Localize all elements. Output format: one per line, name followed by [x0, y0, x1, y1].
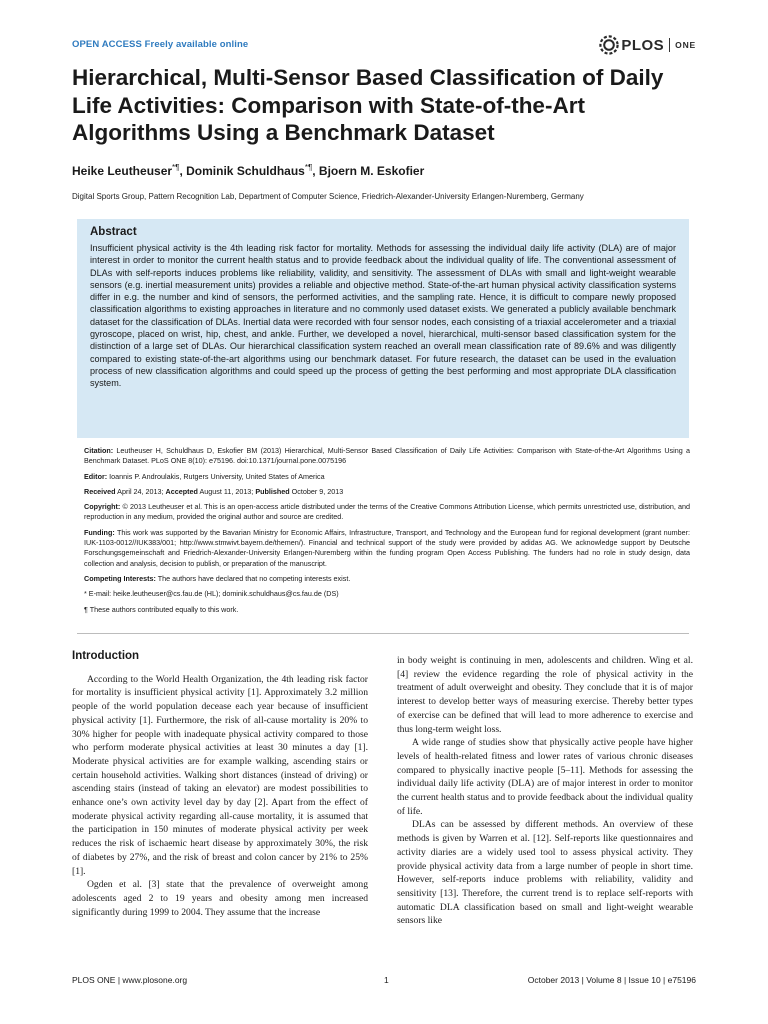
meta-label: Accepted [165, 486, 198, 496]
open-access-banner [72, 39, 248, 50]
logo-divider [669, 38, 670, 52]
one-wordmark: ONE [675, 40, 696, 50]
meta-text: Leutheuser H, Schuldhaus D, Eskofier BM (2013) Hierarchical, Multi-Sensor Based Classification of Daily Life Activities: Comparison with State-of-the-Art Algorithms Using a Benchmark Dataset. PLoS ONE 8(10): e75196. doi:10.1371/journal.pone.0075196 [84, 446, 690, 466]
abstract-text: Insufficient physical activity is the 4th leading risk factor for mortality. Methods for assessing the individual daily life activity (DLA) are of major interest in order to monitor the current health status and to provide feedback about the individual quality of life. The conventional assessment of DLAs with self-reports induces problems like reliability, validity, and sensitivity. The assessment of DLAs with small and light-weight wearable sensors (e.g. inertial measurement units) provides a reliable and objective method. State-of-the-art human physical activity classification systems differ in e.g. the number and kind of sensors, the performed activities, and the sampling rate. Hence, it is difficult to compare newly proposed classification algorithms to existing approaches in literature and no commonly used dataset exists. We generated a publicly available benchmark dataset for the classification of DLAs. Inertial data were recorded with four sensor nodes, each consisting of a triaxial accelerometer and a triaxial gyroscope, placed on wrist, hip, chest, and ankle. Further, we developed a novel, hierarchical, multi-sensor based classification system for the distinction of a large set of DLAs. Our hierarchical classification system reached an overall mean classification rate of 89.6% and was diligently compared to existing state-of-the-art algorithms using our benchmark dataset. For future research, the dataset can be used in the evaluation process of new classification algorithms and could speed up the process of getting the best performing and most appropriate DLA classification system. [90, 243, 676, 389]
body-paragraph: A wide range of studies show that physically active people have higher levels of health-related fitness and lower rates of various chronic diseases compared to physically inactive people [5–11]. Methods for assessing the individual daily life activity (DLA) are of major interest in order to monitor the current health status and to provide feedback about the individual quality of life. [397, 737, 693, 817]
author-name: Dominik Schuldhaus [186, 164, 305, 178]
meta-label: Competing Interests: [84, 573, 156, 583]
body-column-right [397, 654, 693, 928]
body-paragraph: in body weight is continuing in men, adolescents and children. Wing et al. [4] review the evidence regarding the role of physical activity in the treatment of adult overweight and obesity. They conclude that it is of major interest to develop better ways of measuring exercise. Thereby better types of exercise can be defined that will lead to more adherence to exercise and thus long-term weight loss. [397, 655, 693, 735]
funding-line [84, 528, 690, 569]
email-line [84, 589, 690, 599]
journal-header [72, 36, 696, 56]
meta-text: October 9, 2013 [289, 486, 344, 496]
meta-text: This work was supported by the Bavarian Ministry for Economic Affairs, Infrastructure, Transport, and Technology and the European fund for regional development (grant number: IUK-1103-0012//IUK383/001; http://www.stmwivt.bayern.de/themen/). Financial and technical support of the study were provided by adidas AG. We acknowledge support by Deutsche Forschungsgemeinschaft and Friedrich-Alexander-University Erlangen-Nuremberg within the funding program Open Access Publishing. The funders had no role in study design, data collection and analysis, decision to publish, or preparation of the manuscript. [84, 527, 690, 568]
body-column-left [72, 650, 368, 919]
abstract-heading: Abstract [90, 226, 137, 238]
meta-text: The authors have declared that no competing interests exist. [155, 573, 351, 583]
meta-label: Citation: [84, 446, 114, 455]
copyright-line [84, 502, 690, 523]
meta-text: Ioannis P. Androulakis, Rutgers University, United States of America [107, 471, 325, 481]
body-paragraph: Ogden et al. [3] state that the prevalence of overweight among adolescents aged 2 to 19 years and obesity among men increased significantly during 1999 to 2004. They assume that the increase [72, 879, 368, 918]
plos-one-logo [599, 34, 696, 56]
body-paragraph: DLAs can be assessed by different methods. An overview of these methods is given by Warren et al. [12]. Self-reports like questionnaires and activity diaries are a widely used tool to assess physical activity. They provide physical activity data from a large number of people in short time. However, self-reports induce problems with reliability, validity and sensitivity [13]. Therefore, the current trend is to replace self-reports with automatic DLA classification based on small and light-weight wearable sensors like [397, 819, 693, 927]
article-title: Hierarchical, Multi-Sensor Based Classification of Daily Life Activities: Comparison with State-of-the-Art Algorithms Using a Benchmark Dataset [72, 65, 664, 145]
page-number: 1 [384, 975, 389, 985]
meta-label: Editor: [84, 471, 108, 481]
affiliation: Digital Sports Group, Pattern Recognition Lab, Department of Computer Science, Friedrich-Alexander-University Erlangen-Nuremberg, Germany [72, 192, 584, 201]
abstract-box [77, 219, 689, 438]
meta-label: Funding: [84, 527, 115, 537]
meta-text: * E-mail: heike.leutheuser@cs.fau.de (HL); dominik.schuldhaus@cs.fau.de (DS) [84, 589, 339, 599]
competing-interests-line [84, 574, 690, 584]
meta-label: Received [84, 486, 116, 496]
footer-journal-url: PLOS ONE | www.plosone.org [72, 975, 188, 985]
equal-contribution-line [84, 605, 690, 615]
citation-line [84, 446, 690, 467]
meta-label: Copyright: [84, 502, 121, 512]
author-name: Heike Leutheuser [72, 164, 173, 178]
meta-text: © 2013 Leutheuser et al. This is an open-access article distributed under the terms of the Creative Commons Attribution License, which permits unrestricted use, distribution, and reproduction in any medium, provided the original author and source are credited. [84, 502, 690, 522]
author-name: Bjoern M. Eskofier [318, 164, 425, 178]
article-metadata [84, 446, 690, 620]
plos-logo-icon [599, 35, 619, 55]
editor-line [84, 472, 690, 482]
section-heading-introduction: Introduction [72, 650, 140, 662]
meta-text: April 24, 2013; [115, 486, 166, 496]
author-mark: *¶ [304, 163, 313, 172]
meta-text: ¶ These authors contributed equally to this work. [84, 604, 239, 614]
meta-label: Published [255, 486, 290, 496]
author-list [72, 163, 702, 178]
author-mark: *¶ [172, 163, 180, 172]
open-access-text: OPEN ACCESS Freely available online [72, 39, 249, 50]
metadata-divider [77, 633, 689, 634]
body-paragraph: According to the World Health Organization, the 4th leading risk factor for mortality is insufficient physical activity [1]. Approximately 3.2 million people of the world population decease each year because of insufficient physical activity [1]. Furthermore, the risk of all-cause mortality is 20% to 30% higher for people with inadequate physical activity compared to those who perform moderate physical activities at least 30 minutes a day [1]. Moderate physical activities are for example walking, ascending stairs or certain household activities. Walking short distances (instead of driving) or ascending stairs (instead of taking an elevator) are modest possibilities to enhance one’s own activity level day by day [2]. Apart from the effect of moderate physical activity regarding all-cause mortality, it is assumed that the participation in 150 minutes of moderate physical activity per week reduces the risk of ischaemic heart disease by approximately 30%, the risk of diabetes by 27%, and the risk of breast and colon cancer by 21% to 25% [1]. [72, 673, 368, 877]
author-separator: , [312, 164, 319, 178]
author-separator: , [179, 164, 187, 178]
plos-wordmark: PLOS [621, 36, 665, 54]
meta-text: August 11, 2013; [197, 486, 256, 496]
dates-line [84, 487, 690, 497]
footer-issue-info: October 2013 | Volume 8 | Issue 10 | e75196 [527, 975, 696, 985]
